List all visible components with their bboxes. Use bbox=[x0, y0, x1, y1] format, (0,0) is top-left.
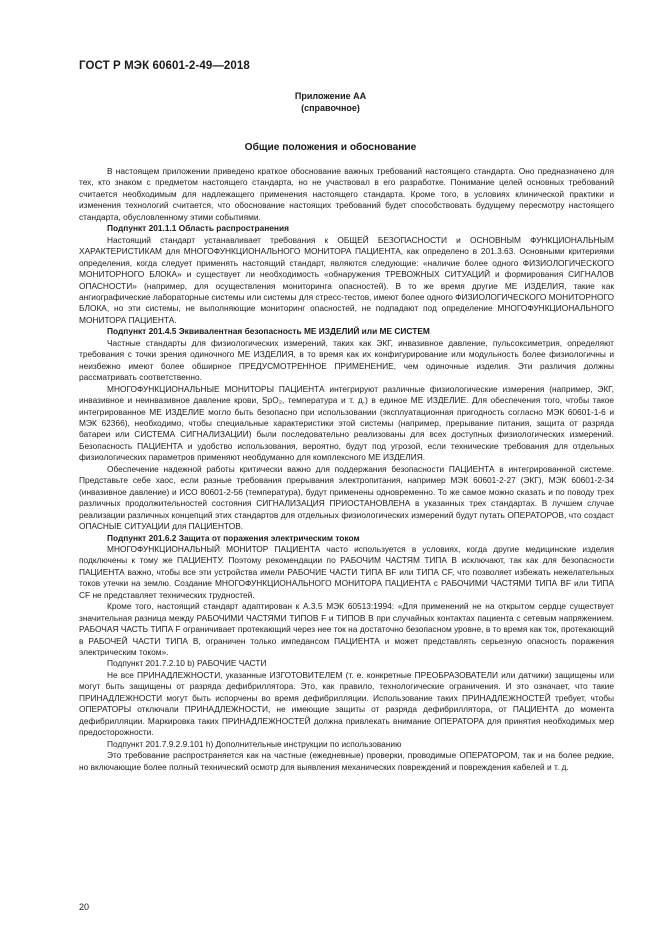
document-body bbox=[79, 166, 614, 773]
body-paragraph: МНОГОФУНКЦИОНАЛЬНЫЙ МОНИТОР ПАЦИЕНТА часто используется в условиях, когда другие медицинские изделия подключены к тому же ПАЦИЕНТУ. Поэтому рекомендации по РАБОЧИМ ЧАСТЯМ ТИПА В исключают, так как для безопасности ПАЦИЕНТА важно, чтобы все эти устройства имели РАБОЧИЕ ЧАСТИ ТИПА BF или ТИПА CF, что позволяет избежать нежелательных токов утечки на землю. Создание МНОГОФУНКЦИОНАЛЬНОГО МОНИТОРА ПАЦИЕНТА с РАБОЧИМИ ЧАСТЯМИ ТИПА BF или ТИПА CF не представляет технических трудностей. bbox=[79, 543, 614, 600]
body-paragraph: Обеспечение надежной работы критически важно для поддержания безопасности ПАЦИЕНТА в интегрированной системе. Представьте себе хаос, если разные требования прерывания электропитания, например МЭК 60601-2-27 (ЭКГ), МЭК 60601-2-34 (инвазивное давление) и ИСО 80601-2-56 (температура), будут применены одновременно. То же самое можно сказать и по поводу трех различных продолжительностей состояния СИГНАЛИЗАЦИЯ ПРИОСТАНОВЛЕНА в указанных трех стандартах. В лучшем случае реализации различных концепций этих стандартов для отдельных физиологических измерений будут путать ОПЕРАТОРОВ, что создаст ОПАСНЫЕ СИТУАЦИИ для ПАЦИЕНТОВ. bbox=[79, 463, 614, 532]
subsection-heading: Подпункт 201.1.1 Область распространения bbox=[107, 223, 289, 234]
section-title: Общие положения и обоснование bbox=[244, 142, 417, 153]
appendix-note: (справочное) bbox=[301, 103, 360, 113]
body-paragraph: Не все ПРИНАДЛЕЖНОСТИ, указанные ИЗГОТОВИТЕЛЕМ (т. е. конкретные ПРЕОБРАЗОВАТЕЛИ или датчики) защищены или могут быть защищены от разряда дефибриллятора. Это, как правило, технологические ограничения. И это означает, что такие ПРИНАДЛЕЖНОСТИ могут быть испорчены во время дефибрилляции. Использование таких ПРИНАДЛЕЖНОСТЕЙ требует, чтобы ОПЕРАТОРЫ отключали ПРИНАДЛЕЖНОСТИ, не имеющие защиты от разряда дефибриллятора, от ПАЦИЕНТА до момента дефибрилляции. Маркировка таких ПРИНАДЛЕЖНОСТЕЙ должна привлекать внимание ОПЕРАТОРА для принятия необходимых мер предосторожности. bbox=[79, 669, 614, 738]
body-paragraph: Это требование распространяется как на частные (ежедневные) проверки, проводимые ОПЕРАТОРОМ, так и на более редкие, но включающие более полный технический осмотр для выявления механических повреждений и повреждения кабелей и т. д. bbox=[79, 750, 614, 772]
appendix-title: Приложение АА bbox=[294, 91, 367, 101]
body-paragraph: Подпункт 201.7.2.10 b) РАБОЧИЕ ЧАСТИ bbox=[107, 658, 267, 669]
page-number: 20 bbox=[79, 902, 90, 912]
subsection-heading: Подпункт 201.6.2 Защита от поражения электрическим током bbox=[107, 532, 360, 543]
body-paragraph: Частные стандарты для физиологических измерений, таких как ЭКГ, инвазивное давление, пульсоксиметрия, определяют требования с точки зрения одиночного МЕ ИЗДЕЛИЯ, в то время как их конфигурирование или модульность более физиологичны и неизбежно имеют более обширное ПРЕДУСМОТРЕННОЕ ПРИМЕНЕНИЕ, чем одиночные изделия. Эти различия должны рассматривать соответственно. bbox=[79, 337, 614, 383]
standard-header: ГОСТ Р МЭК 60601-2-49—2018 bbox=[79, 60, 250, 72]
body-paragraph: Подпункт 201.7.9.2.9.101 h) Дополнительные инструкции по использованию bbox=[107, 738, 402, 749]
body-paragraph: МНОГОФУНКЦИОНАЛЬНЫЕ МОНИТОРЫ ПАЦИЕНТА интегрируют различные физиологические измерения (например, ЭКГ, инвазивное и неинвазивное давление крови, SpO₂, температура и т. д.) в единое МЕ ИЗДЕЛИЕ. Для обеспечения того, чтобы такое интегрированное МЕ ИЗДЕЛИЕ могло быть безопасно при использовании (эксплуатационная пригодность согласно МЭК 60601-1-6 и МЭК 62366), необходимо, чтобы специальные характеристики этой системы (например, прерывание питания, защита от разряда батареи или СИСТЕМА СИГНАЛИЗАЦИИ) были последовательно реализованы для всех доступных физиологических измерений. Безопасность ПАЦИЕНТА и удобство использования, вероятно, будут под угрозой, если технические требования для отдельных физиологических параметров применяют необдуманно для комплексного МЕ ИЗДЕЛИЯ. bbox=[79, 383, 614, 463]
body-paragraph: Кроме того, настоящий стандарт адаптирован к А.3.5 МЭК 60513:1994: «Для применений не на открытом сердце существует значительная разница между РАБОЧИМИ ЧАСТЯМИ ТИПОВ F и ТИПОВ В при случайных контактах пациента с сетевым напряжением. РАБОЧАЯ ЧАСТЬ ТИПА F ограничивает протекающий через нее ток на достаточно безопасном уровне, в то время как ток, протекающий в РАБОЧЕЙ ЧАСТИ ТИПА В, ограничен только импедансом ПАЦИЕНТА и может представлять серьезную опасность поражения электрическим током». bbox=[79, 601, 614, 658]
body-paragraph: Настоящий стандарт устанавливает требования к ОБЩЕЙ БЕЗОПАСНОСТИ и ОСНОВНЫМ ФУНКЦИОНАЛЬНЫМ ХАРАКТЕРИСТИКАМ для МНОГОФУНКЦИОНАЛЬНОГО МОНИТОРА ПАЦИЕНТА, как определено в 201.3.63. Основными критериями определения, когда следует применять настоящий стандарт, являются следующие: «наличие более одного ФИЗИОЛОГИЧЕСКОГО МОНИТОРНОГО БЛОКА» и существует ли необходимость «обнаружения ТРЕВОЖНЫХ СИТУАЦИЙ и формирования СИГНАЛОВ ОПАСНОСТИ» (например, для осуществления мониторинга опасностей). В то же время другие МЕ ИЗДЕЛИЯ, такие как ангиографические лабораторные системы или системы для стресс-тестов, имеют более одного ФИЗИОЛОГИЧЕСКОГО МОНИТОРНОГО БЛОКА, но эти системы, не выполняющие мониторинг опасностей, не подпадают под определение МНОГОФУНКЦИОНАЛЬНОГО МОНИТОРА ПАЦИЕНТА. bbox=[79, 234, 614, 325]
body-paragraph: В настоящем приложении приведено краткое обоснование важных требований настоящего стандарта. Оно предназначено для тех, кто знаком с предметом настоящего стандарта, но не участвовал в его разработке. Понимание целей основных требований считается необходимым для надлежащего применения настоящего стандарта. Кроме того, в условиях клинической практики и изменения технологий считается, что обоснование настоящих требований будет способствовать будущему пересмотру настоящего стандарта, обусловленному этими событиями. bbox=[79, 166, 614, 222]
subsection-heading: Подпункт 201.4.5 Эквивалентная безопасность МЕ ИЗДЕЛИЙ или МЕ СИСТЕМ bbox=[107, 326, 430, 337]
